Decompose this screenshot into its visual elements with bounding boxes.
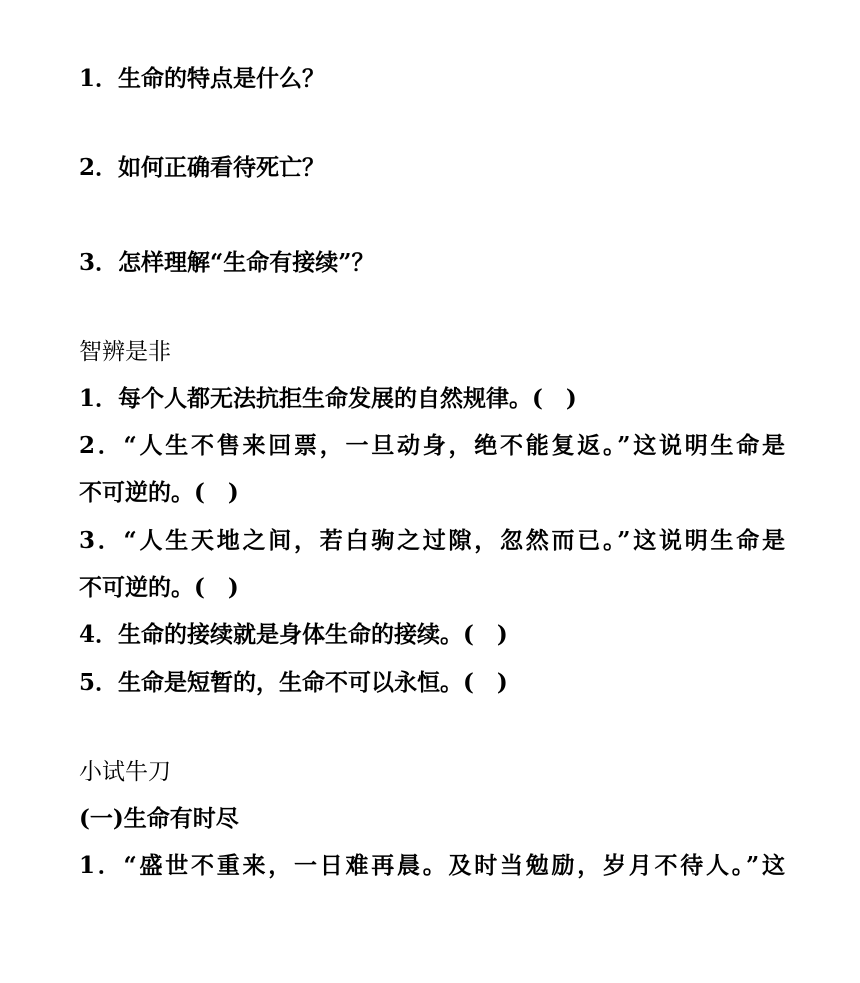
- question-text: 如何正确看待死亡？: [118, 154, 326, 181]
- item-text: “人生天地之间，若白驹之过隙，忽然而已。”这说明生命是: [123, 527, 785, 554]
- section-heading-practice: 小试牛刀: [79, 759, 171, 785]
- question-text: 怎样理解“生命有接续”？: [118, 249, 375, 276]
- item-number: 1．: [79, 385, 119, 412]
- item-number: 1．: [79, 852, 124, 879]
- item-text: 每个人都无法抗拒生命发展的自然规律。( ): [118, 385, 577, 412]
- judge-item-5: [79, 668, 785, 698]
- question-2: [79, 153, 785, 183]
- item-number: 3．: [79, 527, 124, 554]
- judge-item-3-continuation: 不可逆的。( ): [79, 574, 239, 601]
- item-number: 2．: [79, 432, 124, 459]
- section-heading-judge: 智辨是非: [79, 339, 171, 365]
- judge-item-3: [79, 526, 785, 556]
- question-number: 3．: [79, 249, 119, 276]
- practice-item-1: [79, 851, 785, 881]
- item-text: “人生不售来回票，一旦动身，绝不能复返。”这说明生命是: [123, 432, 785, 459]
- question-number: 1．: [79, 65, 119, 92]
- question-number: 2．: [79, 154, 119, 181]
- question-1: [79, 64, 785, 94]
- item-number: 5．: [79, 669, 119, 696]
- item-text: “盛世不重来，一日难再晨。及时当勉励，岁月不待人。”这: [123, 852, 785, 879]
- question-3: [79, 248, 785, 278]
- question-text: 生命的特点是什么？: [118, 65, 326, 92]
- item-text: 生命是短暂的，生命不可以永恒。( ): [118, 669, 508, 696]
- judge-item-4: [79, 620, 785, 650]
- judge-item-2: [79, 431, 785, 461]
- practice-subheading: (一)生命有时尽: [79, 805, 239, 832]
- item-number: 4．: [79, 621, 119, 648]
- judge-item-2-continuation: 不可逆的。( ): [79, 479, 239, 506]
- item-text: 生命的接续就是身体生命的接续。( ): [118, 621, 508, 648]
- judge-item-1: [79, 384, 785, 414]
